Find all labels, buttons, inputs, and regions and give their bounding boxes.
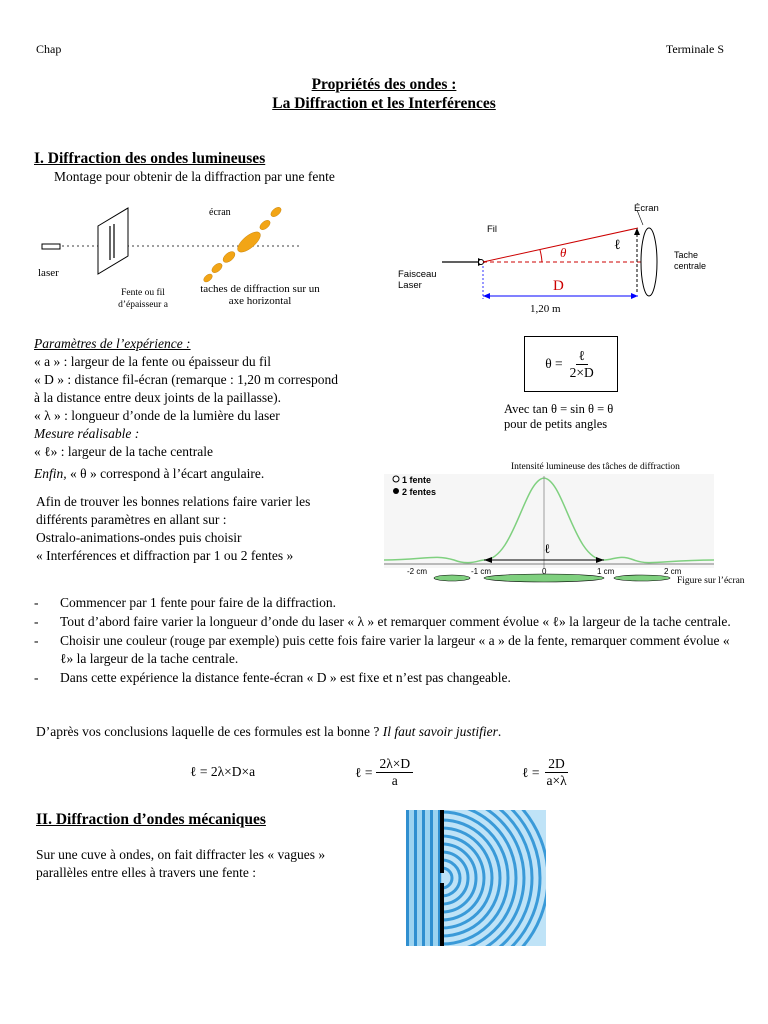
theta-formula-box (524, 336, 618, 392)
tache-label-line2: centrale (674, 261, 707, 271)
tick-m1: -1 cm (471, 567, 491, 576)
page-title-line2: La Diffraction et les Interférences (272, 95, 496, 112)
header-chapter: Chap (36, 42, 62, 56)
section1-heading: I. Diffraction des ondes lumineuses (34, 150, 266, 167)
slit-screen-icon (98, 208, 128, 274)
ell-label-chart: ℓ (544, 541, 551, 556)
chart-caption: Figure sur l’écran (677, 576, 745, 586)
legend-1fente: 1 fente (402, 475, 432, 485)
instruction-list (34, 594, 734, 688)
section2-text-line2: parallèles entre elles à travers une fente : (36, 865, 257, 880)
laser-icon (42, 244, 60, 249)
legend-1fente-marker (393, 476, 399, 482)
param-lambda: « λ » : longueur d’onde de la lumière du laser (34, 408, 280, 423)
list-item: - Commencer par 1 fente pour faire de la diffraction. (34, 595, 337, 610)
enfin-prefix: Enfin, (34, 466, 67, 481)
section1-intro: Montage pour obtenir de la diffraction par une fente (54, 169, 335, 184)
distance-label: 1,20 m (530, 303, 561, 315)
faisceau-label-line2: Laser (398, 280, 422, 291)
ecran-label: écran (209, 207, 231, 218)
param-D-line2: à la distance entre deux joints de la paillasse). (34, 390, 282, 405)
ecran-right-label: Écran (634, 203, 659, 214)
param-ell: « ℓ» : largeur de la tache centrale (34, 444, 214, 459)
theta-formula-num: ℓ (576, 348, 588, 365)
laser-label: laser (38, 267, 59, 279)
fente-label-line1: Fente ou fil (121, 288, 165, 298)
faisceau-label-line1: Faisceau (398, 269, 437, 280)
formula-1: ℓ = 2λ×D×a (190, 764, 256, 779)
ell-label-right: ℓ (614, 238, 621, 253)
param-a: « a » : largeur de la fente ou épaisseur du fil (34, 354, 272, 369)
geometry-figure-right (390, 196, 710, 311)
header-class: Terminale S (665, 42, 724, 56)
section2-text-line1: Sur une cuve à ondes, on fait diffracter les « vagues » (36, 847, 326, 862)
theta-formula-den: 2×D (569, 364, 594, 380)
intensity-title: Intensité lumineuse des tâches de diffraction (511, 462, 680, 472)
anim-line4: « Interférences et diffraction par 1 ou 2 fentes » (36, 548, 294, 563)
tick-m2: -2 cm (407, 567, 427, 576)
formula-2: ℓ = $\frac{2\lambda\times D}{a}$ (355, 756, 413, 789)
legend-2fentes: 2 fentes (402, 487, 437, 497)
question: D’après vos conclusions laquelle de ces formules est la bonne ? Il faut savoir justifier. (36, 724, 502, 739)
tache-label-line1: Tache (674, 250, 699, 260)
legend-2fentes-marker (393, 488, 399, 494)
tick-p1: 1 cm (597, 567, 615, 576)
list-item: - Dans cette expérience la distance fente-écran « D » est fixe et n’est pas changeable. (34, 670, 511, 685)
taches-label-line1: taches de diffraction sur un (200, 283, 320, 295)
params-heading: Paramètres de l’expérience : (34, 336, 191, 351)
list-item: - Choisir une couleur (rouge par exemple) puis cette fois faire varier la largeur « a » de la fente, remarquer comment évolue « ℓ» la largeur de la tache centrale. (34, 633, 730, 666)
taches-label-line2: axe horizontal (228, 295, 292, 307)
anim-line3: Ostralo-animations-ondes puis choisir (36, 530, 242, 545)
enfin-rest: « θ » correspond à l’écart angulaire. (66, 466, 265, 481)
section2-heading: II. Diffraction d’ondes mécaniques (36, 811, 266, 828)
tick-0: 0 (542, 567, 547, 576)
screen-spots (434, 574, 670, 582)
mesure-heading: Mesure réalisable : (34, 426, 140, 441)
page-title-line1: Propriétés des ondes : (311, 76, 457, 93)
list-item: - Tout d’abord faire varier la longueur d’onde du laser « λ » et remarquer comment évolue « ℓ» la largeur de la tache centrale. (34, 614, 731, 629)
ripple-tank-image (406, 810, 546, 946)
tan-note-line1: Avec tan θ = sin θ = θ (504, 402, 614, 416)
D-label: D (553, 278, 564, 294)
theta-label: θ (560, 245, 567, 260)
anim-line2: différents paramètres en allant sur : (36, 512, 227, 527)
theta-formula-lhs: θ = (545, 356, 563, 371)
param-D-line1: « D » : distance fil-écran (remarque : 1,20 m correspond (34, 372, 339, 387)
fente-label-line2: d’épaisseur a (118, 300, 168, 310)
fil-label: Fil (487, 224, 498, 235)
tick-p2: 2 cm (664, 567, 682, 576)
tan-note-line2: pour de petits angles (504, 417, 608, 431)
anim-line1: Afin de trouver les bonnes relations faire varier les (36, 494, 311, 509)
formula-3: ℓ = $\frac{2D}{a\times\lambda}$ (522, 756, 567, 788)
